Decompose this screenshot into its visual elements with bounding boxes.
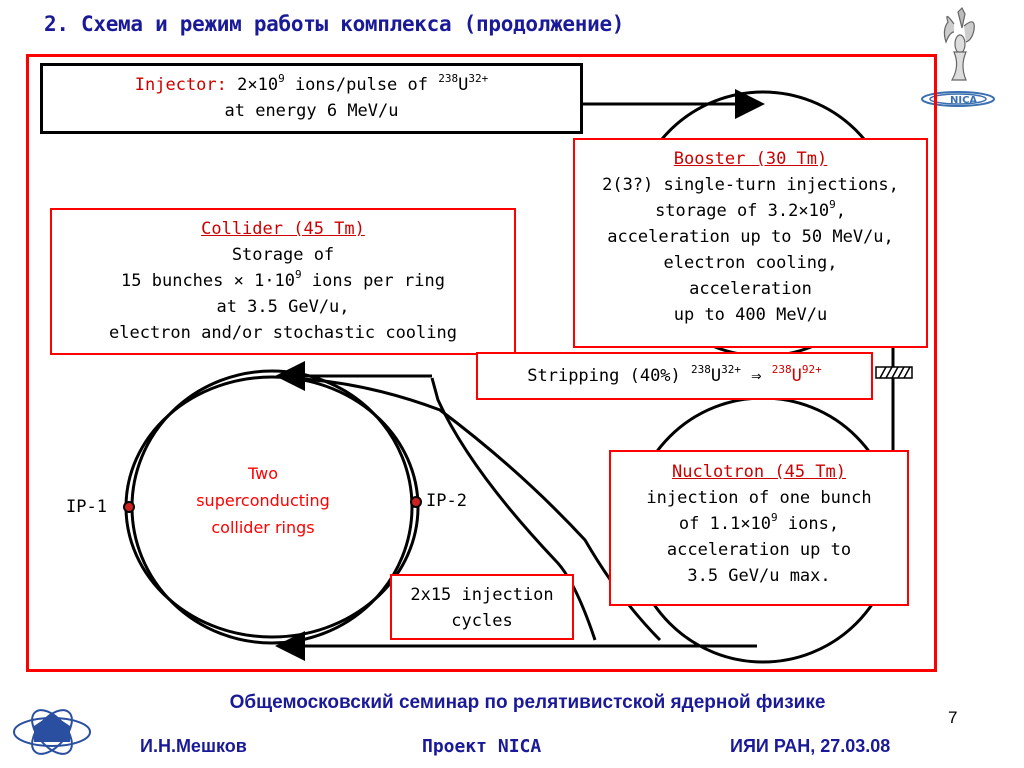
booster-line4: electron cooling, (663, 253, 838, 273)
footer-institute: ИЯИ РАН, 27.03.08 (730, 736, 891, 756)
injection-cycles-box: 2x15 injection cycles (390, 574, 574, 640)
nuclotron-title: Nuclotron (45 Tm) (672, 462, 846, 482)
footer-project: Проект NICA (422, 736, 542, 757)
injector-label: Injector: (134, 75, 227, 95)
nuclotron-line2: of $1.1⨯10^9$ ions, (678, 511, 840, 534)
booster-line1: 2(3?) single-turn injections, (602, 175, 899, 195)
booster-title: Booster (30 Tm) (673, 149, 828, 169)
collider-box (50, 208, 516, 355)
booster-line6: up to 400 MeV/u (673, 305, 828, 325)
injector-charge: 32+ (468, 72, 489, 86)
page-number: 7 (948, 708, 958, 727)
booster-box (573, 138, 928, 348)
injector-box (40, 63, 583, 134)
injector-count: 2⨯10 (226, 75, 279, 95)
collider-line4: electron and/or stochastic cooling (109, 323, 457, 343)
collider-line3: at 3.5 GeV/u, (216, 297, 350, 317)
ip1-label: IP-1 (66, 497, 107, 517)
nuclotron-box (609, 450, 909, 606)
footer-author: И.Н.Мешков (140, 736, 247, 756)
transforms-arrow-icon: ⇒ (741, 366, 772, 386)
svg-text:NICA: NICA (950, 95, 978, 106)
nuclotron-line4: 3.5 GeV/u max. (687, 566, 831, 586)
ip2-label: IP-2 (426, 491, 467, 511)
booster-line2: storage of $3.2⨯10^9$, (655, 198, 846, 221)
injector-exp: 9 (278, 72, 285, 86)
ip1-point (124, 502, 134, 512)
booster-line3: acceleration up to 50 MeV/u, (607, 227, 894, 247)
collider-line2: 15 bunches × $1\cdot 10^9$ ions per ring (121, 268, 445, 291)
injector-element: U (458, 75, 469, 95)
nuclotron-line1: injection of one bunch (646, 488, 872, 508)
building-icon (34, 726, 70, 742)
jinr-logo (8, 696, 96, 758)
injector-ions-text: ions/pulse of (284, 75, 439, 95)
collider-title: Collider (45 Tm) (201, 219, 365, 239)
ip2-point (411, 497, 421, 507)
injector-mass: 238 (438, 72, 459, 86)
nuclotron-line3: acceleration up to (666, 540, 852, 560)
footer-seminar: Общемосковский семинар по релятивистской ядерной физике (229, 692, 826, 713)
stripper-target (876, 367, 912, 378)
stripping-box: Stripping (40%) $^{238}U^{32+}$ ⇒ $^{238}U^{92+}$ (476, 352, 873, 400)
booster-line5: acceleration (689, 279, 812, 299)
collider-line1: Storage of (231, 245, 335, 265)
collider-rings-label: Two superconducting collider rings (196, 464, 330, 537)
slide-title: 2. Схема и режим работы комплекса (продолжение) (44, 12, 625, 36)
injector-energy: at energy 6 MeV/u (224, 101, 399, 121)
